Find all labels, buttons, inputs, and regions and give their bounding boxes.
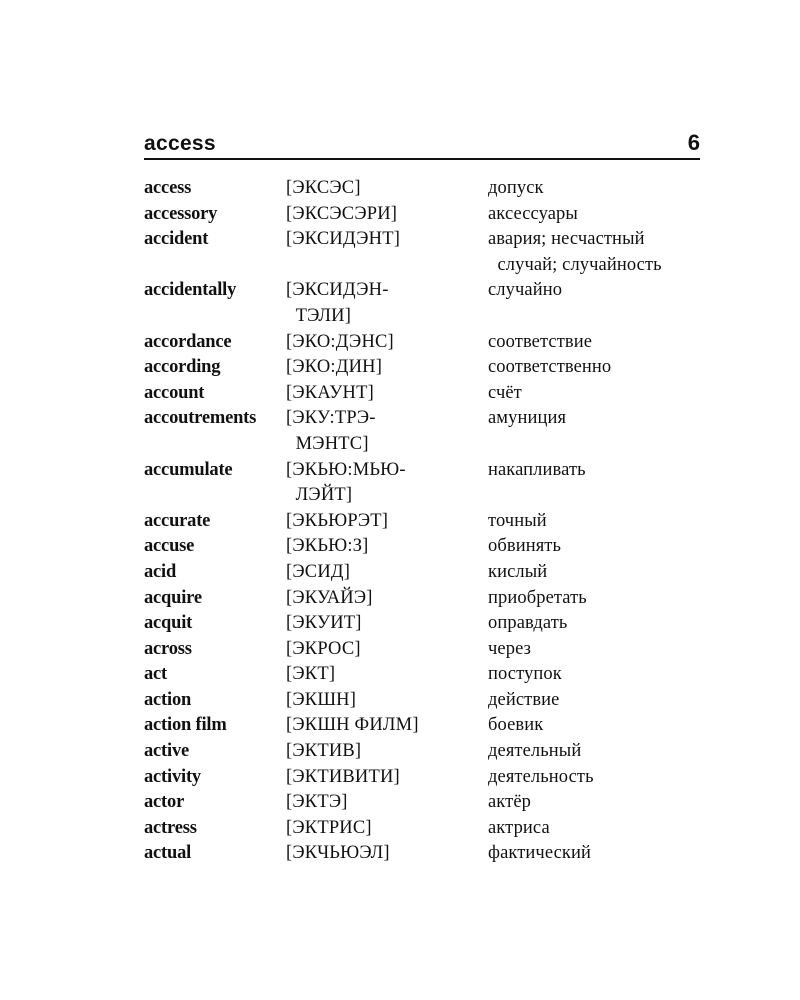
dictionary-entry xyxy=(144,765,700,791)
entry-pronunciation: [ЭКАУНТ] xyxy=(286,382,374,403)
entry-pronunciation: [ЭКЬЮ:З] xyxy=(286,536,369,557)
entry-translation: точный xyxy=(488,510,547,531)
entry-pronunciation: [ЭКСИДЭН- ТЭЛИ] xyxy=(286,280,389,326)
dictionary-entry xyxy=(144,816,700,842)
entry-pronunciation: [ЭКУАЙЭ] xyxy=(286,587,373,608)
entry-pronunciation: [ЭКТЭ] xyxy=(286,792,348,813)
dictionary-entry xyxy=(144,662,700,688)
page-number: 6 xyxy=(687,130,700,155)
entry-word: action film xyxy=(144,715,227,736)
entry-pronunciation: [ЭКСИДЭНТ] xyxy=(286,229,401,250)
entry-word: accumulate xyxy=(144,459,233,480)
dictionary-entry xyxy=(144,355,700,381)
entry-pronunciation: [ЭКЬЮ:МЬЮ- ЛЭЙТ] xyxy=(286,459,406,506)
entry-translation: аксессуары xyxy=(488,203,578,224)
entry-word: acquit xyxy=(144,613,193,634)
dictionary-entry xyxy=(144,509,700,535)
dictionary-entry xyxy=(144,406,700,457)
dictionary-entry xyxy=(144,330,700,356)
dictionary-entry xyxy=(144,637,700,663)
entry-pronunciation: [ЭКО:ДИН] xyxy=(286,357,383,378)
entry-translation: фактический xyxy=(488,843,592,864)
entry-translation: деятельный xyxy=(488,741,582,762)
entry-translation: соответственно xyxy=(488,357,612,378)
entry-word: accessory xyxy=(144,203,218,224)
entry-pronunciation: [ЭКШН ФИЛМ] xyxy=(286,715,419,736)
entry-translation: соответствие xyxy=(488,331,593,352)
entry-translation: случайно xyxy=(488,280,563,301)
entry-word: according xyxy=(144,357,221,378)
entry-word: accoutrements xyxy=(144,408,257,429)
entry-translation: актёр xyxy=(488,792,532,813)
entry-word: across xyxy=(144,638,192,659)
entry-translation: боевик xyxy=(488,715,544,736)
entry-translation: через xyxy=(488,638,532,659)
dictionary-entry xyxy=(144,176,700,202)
entry-translation: счёт xyxy=(488,382,522,403)
entry-pronunciation: [ЭСИД] xyxy=(286,561,351,582)
entry-translation: допуск xyxy=(488,178,544,198)
dictionary-entry xyxy=(144,841,700,867)
entry-pronunciation: [ЭКРОС] xyxy=(286,638,361,659)
entry-list xyxy=(144,176,700,867)
entry-translation: кислый xyxy=(488,561,548,582)
entry-pronunciation: [ЭКТ] xyxy=(286,664,336,685)
entry-word: acid xyxy=(144,561,177,582)
entry-translation: обвинять xyxy=(488,536,562,557)
dictionary-entry xyxy=(144,560,700,586)
dictionary-entry xyxy=(144,713,700,739)
entry-word: acquire xyxy=(144,587,202,608)
entry-translation: поступок xyxy=(488,664,562,685)
entry-word: action xyxy=(144,689,192,710)
dictionary-page xyxy=(144,128,700,867)
entry-word: actress xyxy=(144,817,197,838)
running-headword: access xyxy=(144,132,216,155)
entry-translation: авария; несчастный случай; случайность xyxy=(488,229,662,275)
entry-word: access xyxy=(144,178,192,198)
entry-translation: амуниция xyxy=(488,408,567,429)
entry-word: act xyxy=(144,664,168,685)
dictionary-entry xyxy=(144,790,700,816)
entry-pronunciation: [ЭКУИТ] xyxy=(286,613,362,634)
entry-pronunciation: [ЭКТРИС] xyxy=(286,817,372,838)
entry-pronunciation: [ЭКЧЬЮЭЛ] xyxy=(286,843,390,864)
entry-word: accordance xyxy=(144,331,232,352)
entry-word: actual xyxy=(144,843,192,864)
dictionary-entry xyxy=(144,278,700,329)
entry-translation: деятельность xyxy=(488,766,594,787)
dictionary-entry xyxy=(144,611,700,637)
entry-pronunciation: [ЭКУ:ТРЭ- МЭНТС] xyxy=(286,408,376,454)
entry-pronunciation: [ЭКСЭСЭРИ] xyxy=(286,203,398,224)
dictionary-entry xyxy=(144,534,700,560)
entry-translation: действие xyxy=(488,689,560,710)
entry-word: accurate xyxy=(144,510,211,531)
entry-translation: оправдать xyxy=(488,613,568,634)
entry-word: actor xyxy=(144,792,185,813)
entry-pronunciation: [ЭКШН] xyxy=(286,689,357,710)
dictionary-entry xyxy=(144,227,700,278)
running-head xyxy=(144,128,700,160)
entry-word: accident xyxy=(144,229,209,250)
entry-translation: накапливать xyxy=(488,459,586,480)
entry-word: activity xyxy=(144,766,201,787)
entry-word: accidentally xyxy=(144,280,237,301)
entry-pronunciation: [ЭКСЭС] xyxy=(286,178,361,198)
entry-translation: актриса xyxy=(488,817,550,838)
dictionary-entry xyxy=(144,458,700,509)
dictionary-entry xyxy=(144,586,700,612)
dictionary-entry xyxy=(144,202,700,228)
entry-translation: приобретать xyxy=(488,587,587,608)
entry-pronunciation: [ЭКЬЮРЭТ] xyxy=(286,510,389,531)
entry-pronunciation: [ЭКТИВИТИ] xyxy=(286,766,400,787)
entry-pronunciation: [ЭКТИВ] xyxy=(286,741,362,762)
entry-word: active xyxy=(144,741,190,762)
dictionary-entry xyxy=(144,688,700,714)
dictionary-entry xyxy=(144,739,700,765)
entry-word: account xyxy=(144,382,205,403)
entry-pronunciation: [ЭКО:ДЭНС] xyxy=(286,331,394,352)
dictionary-entry xyxy=(144,381,700,407)
entry-word: accuse xyxy=(144,536,195,557)
